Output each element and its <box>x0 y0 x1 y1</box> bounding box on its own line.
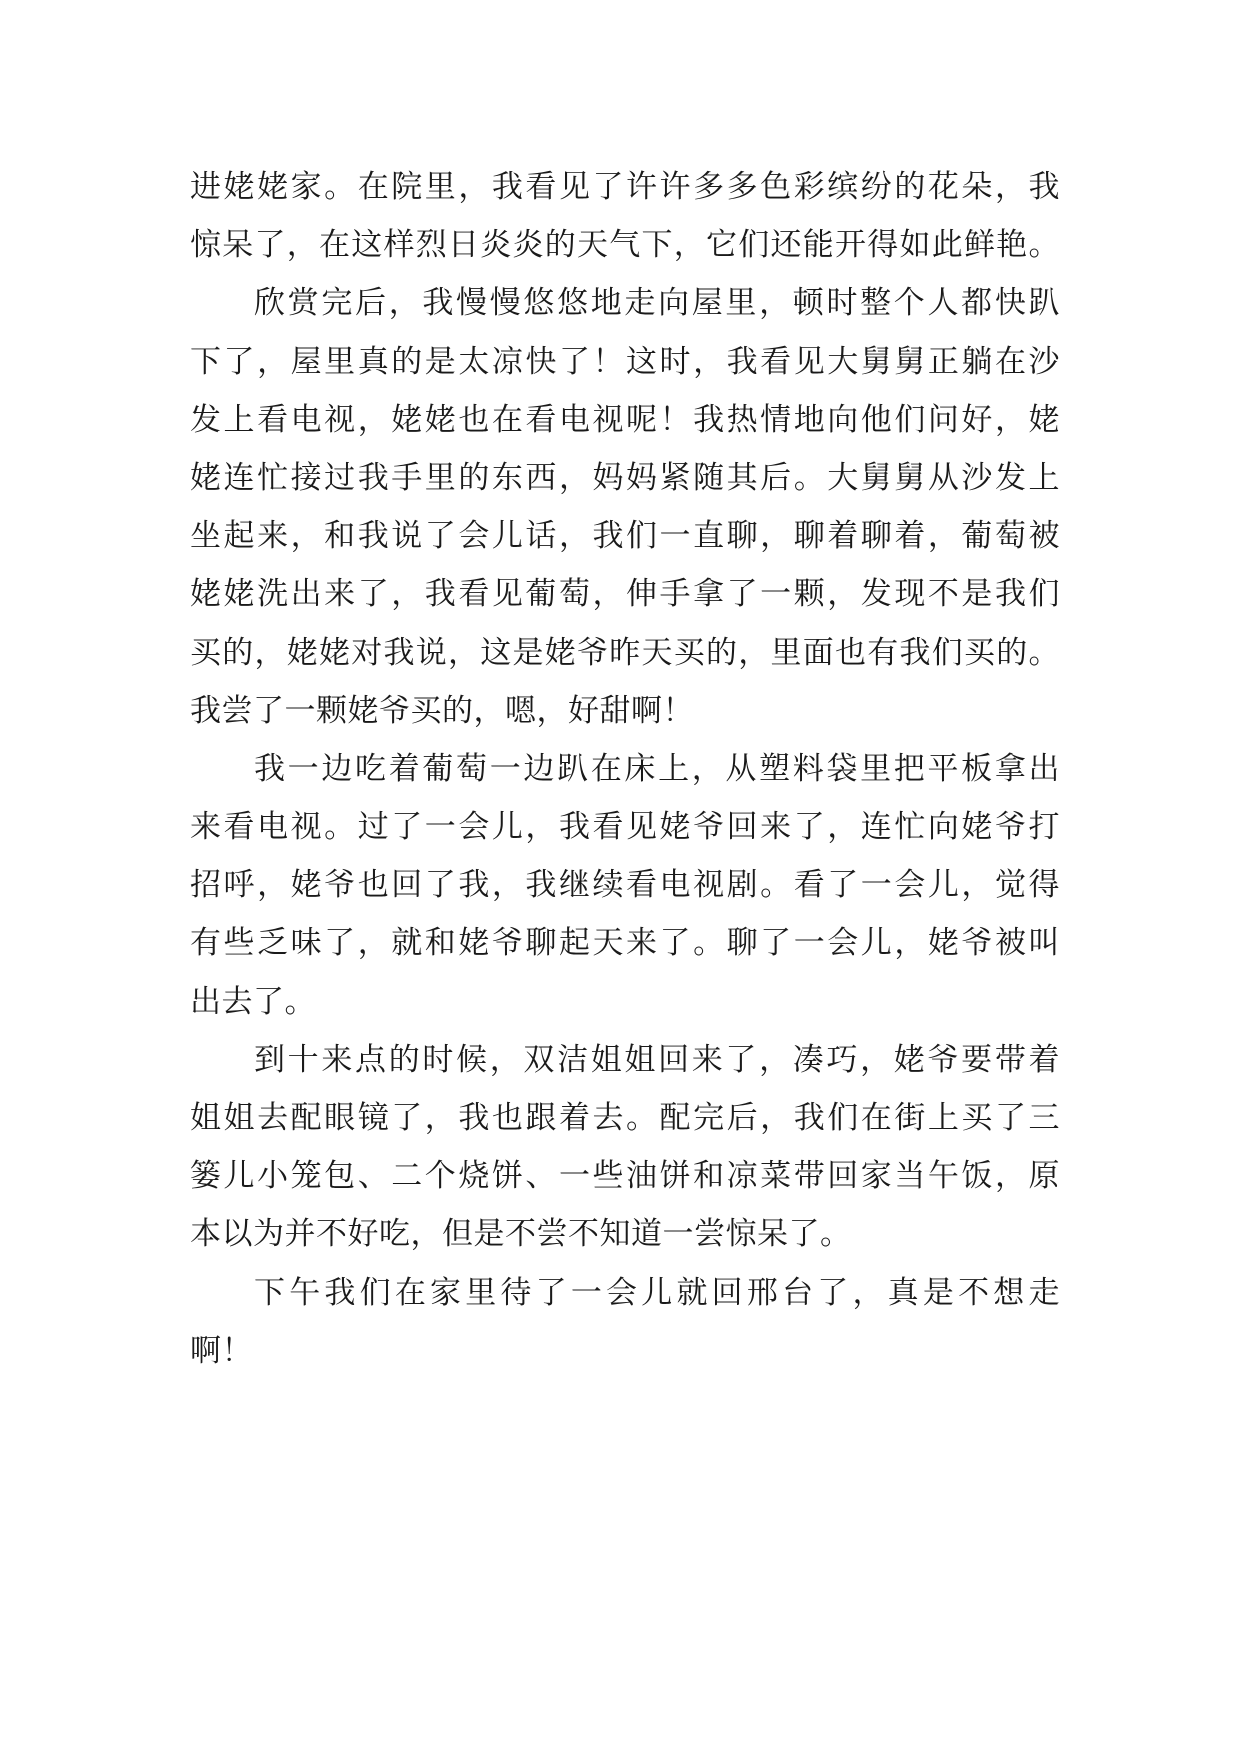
text-line: 招呼，姥爷也回了我，我继续看电视剧。看了一会儿，觉得 <box>190 867 1060 904</box>
text-line: 我一边吃着葡萄一边趴在床上，从塑料袋里把平板拿出 <box>254 750 1060 787</box>
text-line: 坐起来，和我说了会儿话，我们一直聊，聊着聊着，葡萄被 <box>190 518 1060 555</box>
text-line: 惊呆了，在这样烈日炎炎的天气下，它们还能开得如此鲜艳。 <box>190 227 1060 264</box>
text-line: 下了，屋里真的是太凉快了！这时，我看见大舅舅正躺在沙 <box>190 343 1060 380</box>
text-line: 姐姐去配眼镜了，我也跟着去。配完后，我们在街上买了三 <box>190 1100 1060 1136</box>
text-line: 来看电视。过了一会儿，我看见姥爷回来了，连忙向姥爷打 <box>190 809 1060 846</box>
text-line: 本以为并不好吃，但是不尝不知道一尝惊呆了。 <box>190 1216 852 1253</box>
text-line: 篓儿小笼包、二个烧饼、一些油饼和凉菜带回家当午饭，原 <box>190 1158 1060 1195</box>
text-line: 进姥姥家。在院里，我看见了许许多多色彩缤纷的花朵，我 <box>190 169 1060 205</box>
text-line: 有些乏味了，就和姥爷聊起天来了。聊了一会儿，姥爷被叫 <box>190 925 1060 962</box>
text-line: 我尝了一颗姥爷买的，嗯，好甜啊！ <box>190 692 694 729</box>
text-line: 买的，姥姥对我说，这是姥爷昨天买的，里面也有我们买的。 <box>190 634 1060 671</box>
text-line: 姥姥洗出来了，我看见葡萄，伸手拿了一颗，发现不是我们 <box>190 576 1060 613</box>
text-line: 啊！ <box>190 1332 253 1369</box>
text-line: 姥连忙接过我手里的东西，妈妈紧随其后。大舅舅从沙发上 <box>190 459 1060 496</box>
essay-body <box>190 158 1060 1380</box>
text-line: 到十来点的时候，双洁姐姐回来了，凑巧，姥爷要带着 <box>254 1041 1060 1078</box>
text-line: 下午我们在家里待了一会儿就回邢台了，真是不想走 <box>254 1274 1060 1311</box>
text-line: 发上看电视，姥姥也在看电视呢！我热情地向他们问好，姥 <box>190 401 1060 438</box>
text-line: 出去了。 <box>190 983 316 1020</box>
text-line: 欣赏完后，我慢慢悠悠地走向屋里，顿时整个人都快趴 <box>254 285 1060 322</box>
